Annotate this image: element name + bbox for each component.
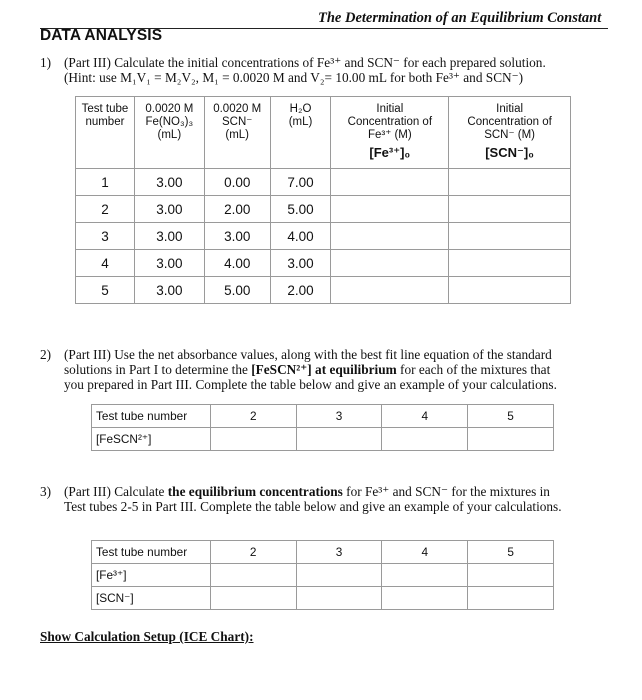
table-row: 3 3.00 3.00 4.00 [76,223,571,250]
question-3 [40,484,630,514]
question-2-line-3: you prepared in Part III. Complete the table below and give an example of your calculations. [64,377,557,392]
question-1-line-2: (Hint: use M₁V₁ = M₂V₂, M₁ = 0.0020 M and V₂= 10.00 mL for both Fe³⁺ and SCN⁻) [64,70,524,85]
answer-cell[interactable] [296,587,382,610]
answer-cell[interactable] [210,428,296,451]
answer-cell[interactable] [382,428,468,451]
answer-cell[interactable] [449,223,571,250]
answer-cell[interactable] [449,196,571,223]
symbol-fe-initial: [Fe³⁺]₀ [369,145,411,160]
table-row: [Fe³⁺] [92,564,554,587]
answer-cell[interactable] [382,564,468,587]
answer-cell[interactable] [296,564,382,587]
question-3-line-1: (Part III) Calculate the equilibrium concentrations for Fe³⁺ and SCN⁻ for the mixtures in [64,484,550,499]
answer-cell[interactable] [331,277,449,304]
show-calculation-heading: Show Calculation Setup (ICE Chart): [40,629,254,644]
question-2-line-2: solutions in Part I to determine the [FeSCN²⁺] at equilibrium for each of the mixtures that [64,362,551,377]
question-2-number: 2) [40,347,52,362]
table-header-row: Test tube number 2 3 4 5 [92,405,554,428]
section-heading: DATA ANALYSIS [40,27,163,44]
table-row: 2 3.00 2.00 5.00 [76,196,571,223]
answer-cell[interactable] [331,250,449,277]
question-3-line-2: Test tubes 2-5 in Part III. Complete the table below and give an example of your calculations. [64,499,562,514]
question-1-number: 1) [40,55,52,70]
answer-cell[interactable] [331,196,449,223]
question-2 [40,347,630,392]
question-2-line-1: (Part III) Use the net absorbance values, along with the best fit line equation of the standard [64,347,552,362]
answer-cell[interactable] [382,587,468,610]
answer-cell[interactable] [449,250,571,277]
answer-cell[interactable] [210,564,296,587]
header-water: H₂O (mL) [270,97,331,169]
table-header-row: Test tube number 2 3 4 5 [92,541,554,564]
answer-cell[interactable] [296,428,382,451]
document-title: The Determination of an Equilibrium Constant [318,10,602,26]
answer-cell[interactable] [210,587,296,610]
header-initial-fe: Initial Concentration of Fe³⁺ (M) [Fe³⁺]₀ [331,97,449,169]
table-row: 5 3.00 5.00 2.00 [76,277,571,304]
header-scn: 0.0020 M SCN⁻ (mL) [204,97,270,169]
answer-cell[interactable] [449,169,571,196]
answer-cell[interactable] [449,277,571,304]
table-row: [SCN⁻] [92,587,554,610]
question-3-number: 3) [40,484,52,499]
table-row: 1 3.00 0.00 7.00 [76,169,571,196]
question-1 [40,55,630,85]
symbol-scn-initial: [SCN⁻]₀ [485,145,535,160]
table-row: [FeSCN²⁺] [92,428,554,451]
answer-cell[interactable] [331,223,449,250]
header-initial-scn: Initial Concentration of SCN⁻ (M) [SCN⁻]₀ [449,97,571,169]
answer-cell[interactable] [468,564,554,587]
header-fe-no3: 0.0020 M Fe(NO₃)₃ (mL) [134,97,204,169]
initial-concentration-table [75,96,571,304]
equilibrium-concentration-table [91,540,554,610]
header-test-tube: Test tube number [76,97,135,169]
fescn-equilibrium-table [91,404,554,451]
table-header-row [76,97,571,169]
answer-cell[interactable] [468,587,554,610]
question-1-line-1: (Part III) Calculate the initial concentrations of Fe³⁺ and SCN⁻ for each prepared solution. [64,55,546,70]
answer-cell[interactable] [331,169,449,196]
table-row: 4 3.00 4.00 3.00 [76,250,571,277]
answer-cell[interactable] [468,428,554,451]
